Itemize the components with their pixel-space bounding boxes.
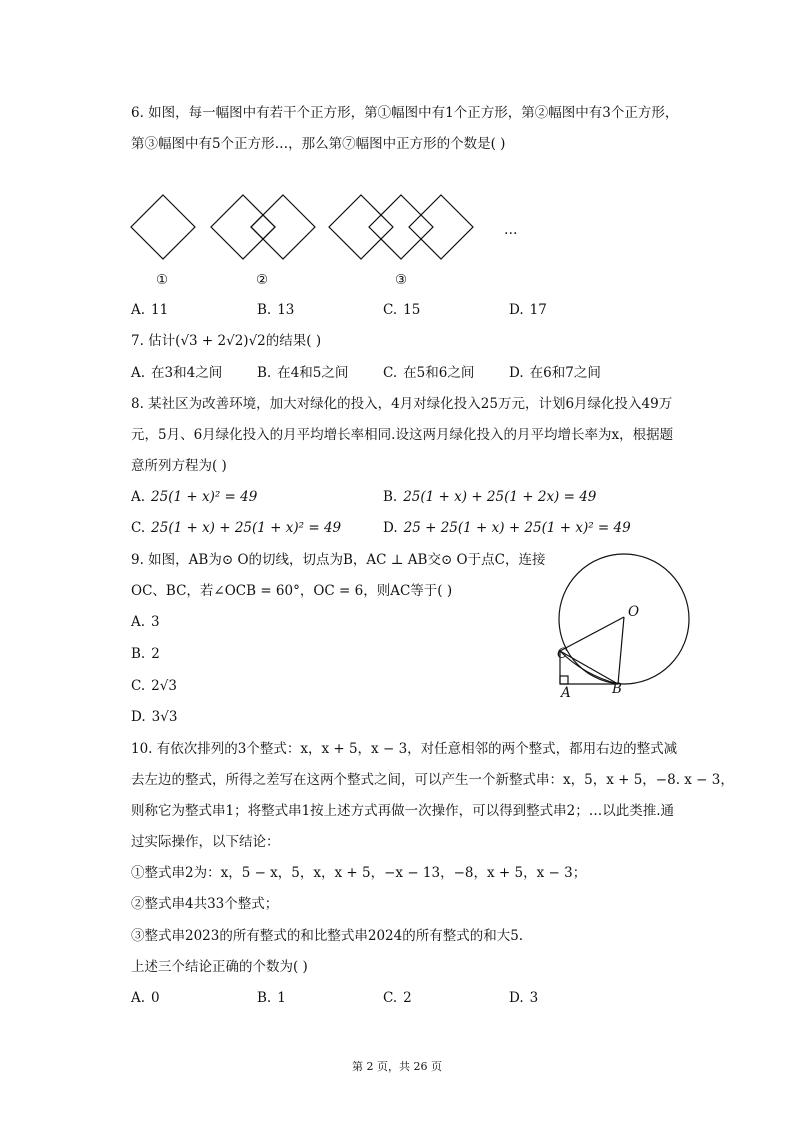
q9-label-a: A [561,685,571,701]
q7-option-a[interactable]: A. 在3和4之间 [131,365,223,381]
q6-option-a[interactable]: A. 11 [131,302,169,318]
q10-stem-line4: 过实际操作，以下结论： [131,834,280,850]
q10-stem-line2: 去左边的整式，所得之差写在这两个整式之间，可以产生一个新整式串：x，5，x + 5，−8. x − 3， [131,772,734,788]
q10-option-d[interactable]: D. 3 [509,990,539,1006]
page-footer: 第 2 页，共 26 页 [352,1060,442,1073]
q9-segment-cb [560,651,618,684]
q10-conclusion-2: ②整式串4共33个整式； [131,896,279,912]
q8-option-b[interactable]: B. 25(1 + x) + 25(1 + 2x) = 49 [383,489,597,505]
q10-option-a[interactable]: A. 0 [131,990,160,1006]
q10-conclusion-3: ③整式串2023的所有整式的和比整式串2024的所有整式的和大5. [131,928,524,944]
q6-stem-line2: 第③幅图中有5个正方形…，那么第⑦幅图中正方形的个数是( ) [131,136,506,152]
q10-stem-line1: 10. 有依次排列的3个整式：x，x + 5，x − 3，对任意相邻的两个整式，都用右边的整式减 [131,741,678,757]
q7-stem: 7. 估计(√3 + 2√2)√2的结果( ) [131,333,322,349]
q8-stem-line3: 意所列方程为( ) [131,458,227,474]
q7-option-d[interactable]: D. 在6和7之间 [509,365,601,381]
q10-question: 上述三个结论正确的个数为( ) [131,959,308,975]
q6-ellipsis: … [504,222,518,238]
q7-option-c[interactable]: C. 在5和6之间 [383,365,475,381]
q10-conclusion-1: ①整式串2为：x，5 − x，5，x，x + 5，−x − 13，−8，x + 5，x − 3； [131,865,587,881]
q9-option-a[interactable]: A. 3 [131,614,160,630]
q9-label-b: B [612,681,622,697]
q6-fig-label-1: ① [156,272,169,288]
q6-fig-label-3: ③ [395,272,408,288]
q6-option-b[interactable]: B. 13 [257,302,295,318]
q9-label-c: C [557,646,568,662]
q7-option-b[interactable]: B. 在4和5之间 [257,365,349,381]
q6-option-d[interactable]: D. 17 [509,302,547,318]
q9-label-o: O [628,604,640,620]
q10-stem-line3: 则称它为整式串1；将整式串1按上述方式再做一次操作，可以得到整式串2；…以此类推.通 [131,803,675,819]
q6-stem-line1: 6. 如图，每一幅图中有若干个正方形，第①幅图中有1个正方形，第②幅图中有3个正方形， [131,105,679,121]
q9-segment-ob [618,617,624,684]
q6-fig-label-2: ② [256,272,269,288]
q8-option-d[interactable]: D. 25 + 25(1 + x) + 25(1 + x)² = 49 [383,520,631,536]
q6-option-c[interactable]: C. 15 [383,302,421,318]
q9-stem-line2: OC、BC，若∠OCB = 60°，OC = 6，则AC等于( ) [131,583,453,599]
q9-option-d[interactable]: D. 3√3 [131,709,178,725]
q8-stem-line1: 8. 某社区为改善环境，加大对绿化的投入，4月对绿化投入25万元，计划6月绿化投入49万 [131,396,673,412]
q9-option-b[interactable]: B. 2 [131,646,160,662]
q8-option-a[interactable]: A. 25(1 + x)² = 49 [131,489,258,505]
q10-option-c[interactable]: C. 2 [383,990,412,1006]
q8-stem-line2: 元，5月、6月绿化投入的月平均增长率相同.设这两月绿化投入的月平均增长率为x，根据题 [131,427,674,443]
q9-stem-line1: 9. 如图，AB为⊙ O的切线，切点为B，AC ⊥ AB交⊙ O于点C，连接 [131,552,546,568]
q9-segment-oc [560,617,624,651]
q9-right-angle-mark [560,676,568,684]
q9-option-c[interactable]: C. 2√3 [131,678,177,694]
q10-option-b[interactable]: B. 1 [257,990,286,1006]
q8-option-c[interactable]: C. 25(1 + x) + 25(1 + x)² = 49 [131,520,342,536]
